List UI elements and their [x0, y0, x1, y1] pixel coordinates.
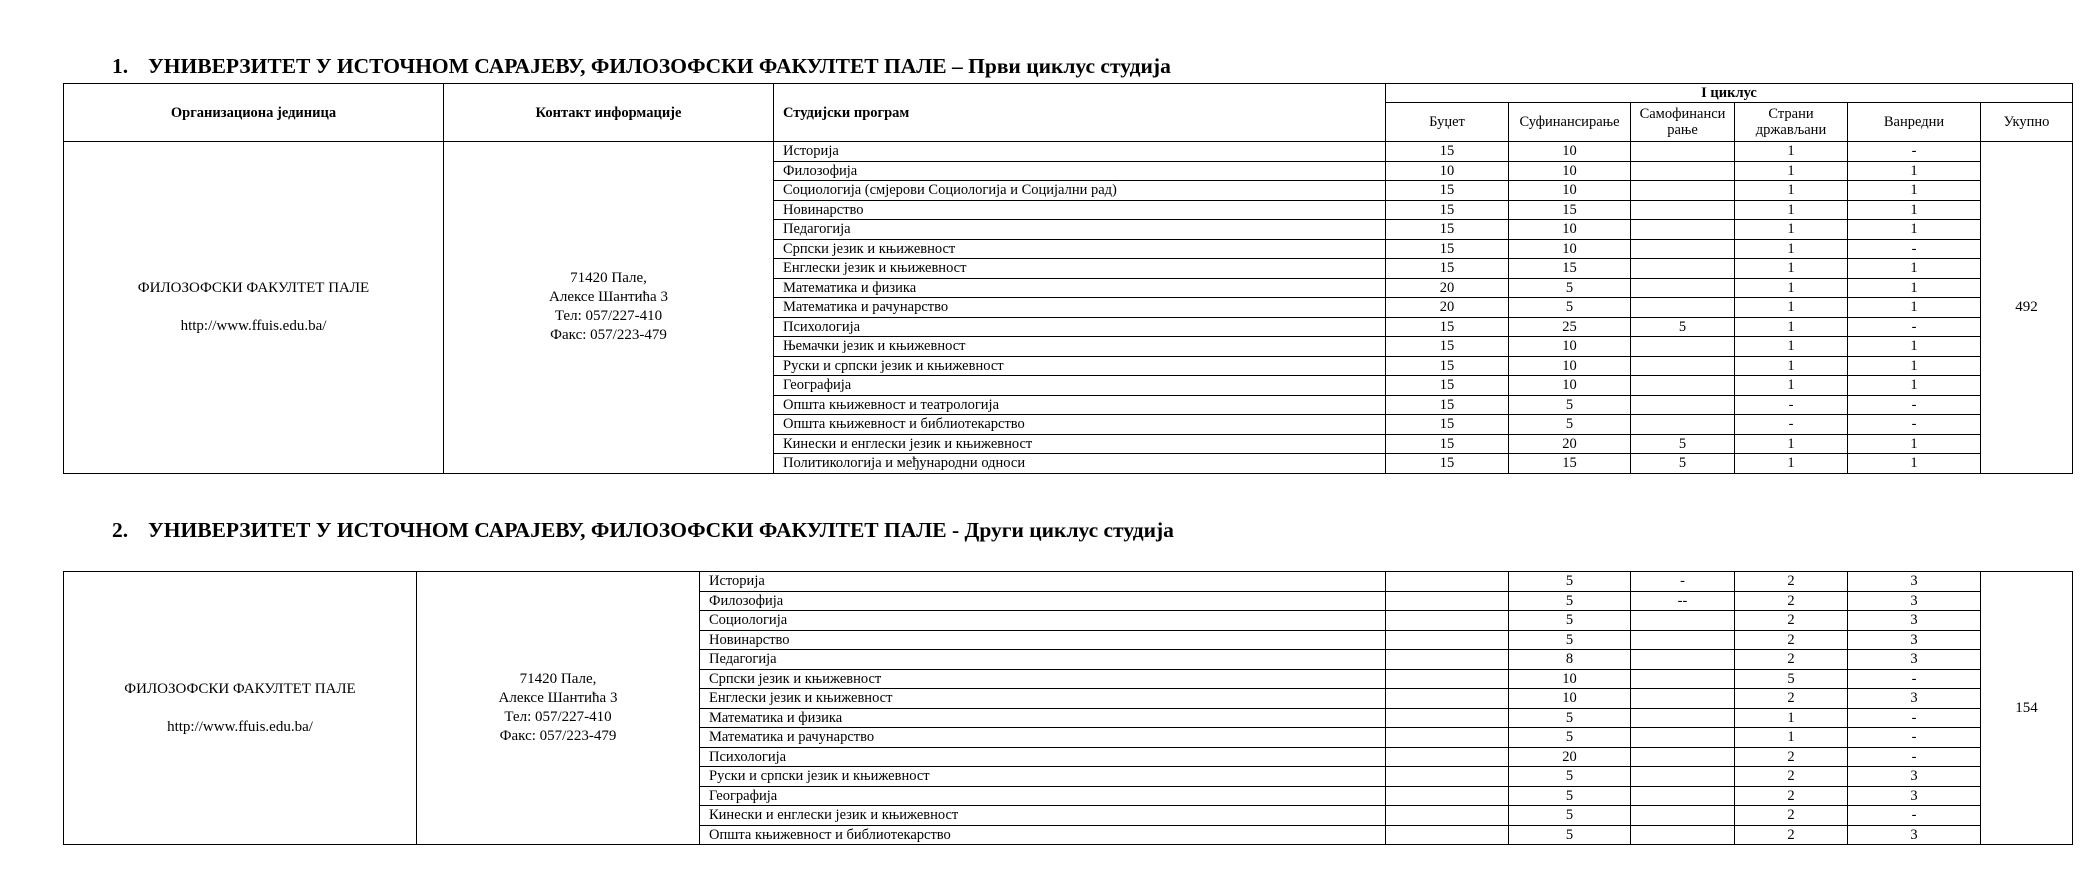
cofinancing-cell: 5: [1509, 278, 1631, 298]
extraordinary-cell: 3: [1848, 572, 1981, 592]
budget-cell: [1386, 591, 1509, 611]
cofinancing-cell: 5: [1509, 298, 1631, 318]
budget-cell: 15: [1386, 181, 1509, 201]
extraordinary-cell: -: [1848, 747, 1981, 767]
cofinancing-cell: 5: [1509, 591, 1631, 611]
cofinancing-cell: 5: [1509, 786, 1631, 806]
selffinancing-cell: [1631, 689, 1735, 709]
selffinancing-cell: [1631, 278, 1735, 298]
extraordinary-cell: 1: [1848, 356, 1981, 376]
program-cell: Математика и рачунарство: [774, 298, 1386, 318]
foreign-cell: 1: [1735, 708, 1848, 728]
cofinancing-cell: 5: [1509, 708, 1631, 728]
cofinancing-cell: 10: [1509, 337, 1631, 357]
program-cell: Општа књижевност и библиотекарство: [774, 415, 1386, 435]
foreign-cell: 1: [1735, 376, 1848, 396]
budget-cell: 15: [1386, 142, 1509, 162]
program-cell: Филозофија: [700, 591, 1386, 611]
foreign-cell: 2: [1735, 825, 1848, 845]
program-cell: Руски и српски језик и књижевност: [700, 767, 1386, 787]
org-name: ФИЛОЗОФСКИ ФАКУЛТЕТ ПАЛЕ: [124, 680, 356, 697]
header-extraordinary: Ванредни: [1848, 103, 1981, 142]
foreign-cell: 2: [1735, 572, 1848, 592]
program-cell: Социологија (смјерови Социологија и Социјални рад): [774, 181, 1386, 201]
cofinancing-cell: 20: [1509, 747, 1631, 767]
header-total: Укупно: [1981, 103, 2073, 142]
total-cell: 492: [1981, 142, 2073, 474]
budget-cell: 20: [1386, 278, 1509, 298]
selffinancing-cell: [1631, 298, 1735, 318]
program-cell: Енглески језик и књижевност: [774, 259, 1386, 279]
foreign-cell: 1: [1735, 161, 1848, 181]
selffinancing-cell: [1631, 142, 1735, 162]
cofinancing-cell: 25: [1509, 317, 1631, 337]
foreign-cell: 1: [1735, 278, 1848, 298]
program-cell: Српски језик и књижевност: [774, 239, 1386, 259]
program-cell: Географија: [700, 786, 1386, 806]
contact-line: Тел: 057/227-410: [504, 709, 612, 725]
cofinancing-cell: 20: [1509, 434, 1631, 454]
budget-cell: [1386, 630, 1509, 650]
program-cell: Социологија: [700, 611, 1386, 631]
org-unit-cell: [64, 572, 417, 845]
cofinancing-cell: 5: [1509, 572, 1631, 592]
program-cell: Историја: [774, 142, 1386, 162]
cofinancing-cell: 5: [1509, 395, 1631, 415]
table-second-cycle: [63, 571, 2073, 845]
budget-cell: [1386, 728, 1509, 748]
selffinancing-cell: -: [1631, 572, 1735, 592]
budget-cell: [1386, 650, 1509, 670]
cofinancing-cell: 5: [1509, 806, 1631, 826]
budget-cell: 15: [1386, 337, 1509, 357]
budget-cell: 15: [1386, 356, 1509, 376]
selffinancing-cell: [1631, 337, 1735, 357]
extraordinary-cell: -: [1848, 728, 1981, 748]
budget-cell: 15: [1386, 376, 1509, 396]
extraordinary-cell: 1: [1848, 376, 1981, 396]
extraordinary-cell: 1: [1848, 337, 1981, 357]
foreign-cell: 1: [1735, 142, 1848, 162]
program-cell: Математика и физика: [700, 708, 1386, 728]
budget-cell: [1386, 689, 1509, 709]
cofinancing-cell: 5: [1509, 611, 1631, 631]
foreign-cell: 2: [1735, 786, 1848, 806]
selffinancing-cell: 5: [1631, 317, 1735, 337]
program-cell: Педагогија: [774, 220, 1386, 240]
selffinancing-cell: [1631, 376, 1735, 396]
extraordinary-cell: 3: [1848, 591, 1981, 611]
foreign-cell: 1: [1735, 317, 1848, 337]
extraordinary-cell: 1: [1848, 278, 1981, 298]
budget-cell: 15: [1386, 317, 1509, 337]
foreign-cell: 1: [1735, 181, 1848, 201]
cofinancing-cell: 15: [1509, 259, 1631, 279]
extraordinary-cell: -: [1848, 395, 1981, 415]
contact-line: 71420 Пале,: [519, 671, 597, 687]
contact-line: Факс: 057/223-479: [550, 327, 667, 344]
foreign-cell: 2: [1735, 767, 1848, 787]
program-cell: Кинески и енглески језик и књижевност: [700, 806, 1386, 826]
cofinancing-cell: 5: [1509, 630, 1631, 650]
foreign-cell: 2: [1735, 689, 1848, 709]
budget-cell: 15: [1386, 395, 1509, 415]
selffinancing-cell: [1631, 415, 1735, 435]
budget-cell: [1386, 767, 1509, 787]
program-cell: Историја: [700, 572, 1386, 592]
budget-cell: 15: [1386, 434, 1509, 454]
budget-cell: [1386, 825, 1509, 845]
budget-cell: 15: [1386, 415, 1509, 435]
selffinancing-cell: [1631, 356, 1735, 376]
selffinancing-cell: [1631, 200, 1735, 220]
total-cell: 154: [1981, 572, 2073, 845]
program-cell: Њемачки језик и књижевност: [774, 337, 1386, 357]
cofinancing-cell: 5: [1509, 825, 1631, 845]
foreign-cell: 2: [1735, 611, 1848, 631]
selffinancing-cell: --: [1631, 591, 1735, 611]
program-cell: Географија: [774, 376, 1386, 396]
budget-cell: [1386, 669, 1509, 689]
table-first-cycle: [63, 83, 2073, 474]
extraordinary-cell: -: [1848, 806, 1981, 826]
section1-subtitle: – Први циклус студија: [946, 54, 1171, 78]
cofinancing-cell: 10: [1509, 239, 1631, 259]
budget-cell: 15: [1386, 220, 1509, 240]
program-cell: Руски и српски језик и књижевност: [774, 356, 1386, 376]
budget-cell: [1386, 572, 1509, 592]
foreign-cell: 1: [1735, 298, 1848, 318]
table-row: [64, 572, 2073, 592]
program-cell: Енглески језик и књижевност: [700, 689, 1386, 709]
selffinancing-cell: [1631, 728, 1735, 748]
extraordinary-cell: 3: [1848, 630, 1981, 650]
extraordinary-cell: 3: [1848, 786, 1981, 806]
extraordinary-cell: 3: [1848, 611, 1981, 631]
selffinancing-cell: [1631, 708, 1735, 728]
selffinancing-cell: [1631, 181, 1735, 201]
cofinancing-cell: 10: [1509, 669, 1631, 689]
cofinancing-cell: 5: [1509, 415, 1631, 435]
contact-line: Алексе Шантића 3: [549, 289, 668, 306]
program-cell: Српски језик и књижевност: [700, 669, 1386, 689]
org-url-link[interactable]: http://www.ffuis.edu.ba/: [180, 317, 327, 334]
selffinancing-cell: [1631, 786, 1735, 806]
section1-number: 1.: [112, 54, 129, 78]
extraordinary-cell: -: [1848, 708, 1981, 728]
extraordinary-cell: 3: [1848, 767, 1981, 787]
budget-cell: [1386, 611, 1509, 631]
foreign-cell: -: [1735, 415, 1848, 435]
org-url-link[interactable]: http://www.ffuis.edu.ba/: [167, 718, 313, 735]
cofinancing-cell: 10: [1509, 161, 1631, 181]
contact-cell: [417, 572, 700, 845]
budget-cell: 15: [1386, 454, 1509, 474]
foreign-cell: 1: [1735, 454, 1848, 474]
foreign-cell: 2: [1735, 747, 1848, 767]
header-program: Студијски програм: [774, 84, 1386, 142]
selffinancing-cell: [1631, 630, 1735, 650]
foreign-cell: 1: [1735, 337, 1848, 357]
selffinancing-cell: [1631, 825, 1735, 845]
foreign-cell: 1: [1735, 728, 1848, 748]
budget-cell: [1386, 786, 1509, 806]
cofinancing-cell: 15: [1509, 454, 1631, 474]
selffinancing-cell: [1631, 650, 1735, 670]
contact-line: Тел: 057/227-410: [554, 308, 663, 325]
extraordinary-cell: -: [1848, 317, 1981, 337]
foreign-cell: 1: [1735, 239, 1848, 259]
selffinancing-cell: [1631, 767, 1735, 787]
selffinancing-cell: [1631, 395, 1735, 415]
selffinancing-cell: [1631, 259, 1735, 279]
budget-cell: 10: [1386, 161, 1509, 181]
cofinancing-cell: 10: [1509, 356, 1631, 376]
section2-title: [112, 518, 1174, 543]
header-cycle: I циклус: [1386, 84, 2073, 103]
header-foreign: Страни држављани: [1735, 103, 1848, 142]
extraordinary-cell: -: [1848, 669, 1981, 689]
extraordinary-cell: 1: [1848, 259, 1981, 279]
foreign-cell: 1: [1735, 200, 1848, 220]
selffinancing-cell: [1631, 806, 1735, 826]
extraordinary-cell: 1: [1848, 298, 1981, 318]
program-cell: Новинарство: [700, 630, 1386, 650]
program-cell: Новинарство: [774, 200, 1386, 220]
extraordinary-cell: 1: [1848, 181, 1981, 201]
foreign-cell: 1: [1735, 259, 1848, 279]
extraordinary-cell: -: [1848, 415, 1981, 435]
program-cell: Математика и рачунарство: [700, 728, 1386, 748]
program-cell: Психологија: [774, 317, 1386, 337]
header-org: Организациона јединица: [64, 84, 444, 142]
cofinancing-cell: 5: [1509, 728, 1631, 748]
cofinancing-cell: 5: [1509, 767, 1631, 787]
program-cell: Психологија: [700, 747, 1386, 767]
budget-cell: [1386, 806, 1509, 826]
extraordinary-cell: 3: [1848, 650, 1981, 670]
selffinancing-cell: 5: [1631, 454, 1735, 474]
program-cell: Општа књижевност и театрологија: [774, 395, 1386, 415]
program-cell: Педагогија: [700, 650, 1386, 670]
foreign-cell: 1: [1735, 434, 1848, 454]
cofinancing-cell: 10: [1509, 220, 1631, 240]
extraordinary-cell: -: [1848, 239, 1981, 259]
program-cell: Математика и физика: [774, 278, 1386, 298]
budget-cell: 15: [1386, 259, 1509, 279]
selffinancing-cell: [1631, 611, 1735, 631]
foreign-cell: -: [1735, 395, 1848, 415]
foreign-cell: 5: [1735, 669, 1848, 689]
cofinancing-cell: 10: [1509, 689, 1631, 709]
budget-cell: [1386, 708, 1509, 728]
program-cell: Филозофија: [774, 161, 1386, 181]
org-unit-cell: [64, 142, 444, 474]
foreign-cell: 1: [1735, 220, 1848, 240]
selffinancing-cell: 5: [1631, 434, 1735, 454]
section2-number: 2.: [112, 518, 129, 542]
selffinancing-cell: [1631, 161, 1735, 181]
contact-line: Алексе Шантића 3: [498, 690, 618, 706]
section1-title-text: УНИВЕРЗИТЕТ У ИСТОЧНОМ САРАЈЕВУ, ФИЛОЗОФСКИ ФАКУЛТЕТ ПАЛЕ: [148, 54, 947, 78]
foreign-cell: 2: [1735, 630, 1848, 650]
table-row: [64, 142, 2073, 162]
extraordinary-cell: 1: [1848, 161, 1981, 181]
extraordinary-cell: 1: [1848, 200, 1981, 220]
cofinancing-cell: 8: [1509, 650, 1631, 670]
contact-cell: [444, 142, 774, 474]
foreign-cell: 1: [1735, 356, 1848, 376]
extraordinary-cell: 1: [1848, 454, 1981, 474]
foreign-cell: 2: [1735, 806, 1848, 826]
cofinancing-cell: 10: [1509, 181, 1631, 201]
selffinancing-cell: [1631, 669, 1735, 689]
budget-cell: 15: [1386, 239, 1509, 259]
extraordinary-cell: 3: [1848, 689, 1981, 709]
cofinancing-cell: 10: [1509, 142, 1631, 162]
selffinancing-cell: [1631, 220, 1735, 240]
extraordinary-cell: 1: [1848, 220, 1981, 240]
section2-title-text: УНИВЕРЗИТЕТ У ИСТОЧНОМ САРАЈЕВУ, ФИЛОЗОФСКИ ФАКУЛТЕТ ПАЛЕ - Други циклус студија: [148, 518, 1174, 542]
foreign-cell: 2: [1735, 591, 1848, 611]
extraordinary-cell: -: [1848, 142, 1981, 162]
header-contact: Контакт информације: [444, 84, 774, 142]
contact-line: 71420 Пале,: [570, 270, 647, 287]
selffinancing-cell: [1631, 747, 1735, 767]
header-cofinancing: Суфинансирање: [1509, 103, 1631, 142]
extraordinary-cell: 1: [1848, 434, 1981, 454]
program-cell: Кинески и енглески језик и књижевност: [774, 434, 1386, 454]
cofinancing-cell: 15: [1509, 200, 1631, 220]
header-budget: Буџет: [1386, 103, 1509, 142]
budget-cell: 15: [1386, 200, 1509, 220]
header-selffinancing: Самофинанси рање: [1631, 103, 1735, 142]
program-cell: Политикологија и међународни односи: [774, 454, 1386, 474]
section1-title: [112, 54, 1171, 79]
cofinancing-cell: 10: [1509, 376, 1631, 396]
foreign-cell: 2: [1735, 650, 1848, 670]
org-name: ФИЛОЗОФСКИ ФАКУЛТЕТ ПАЛЕ: [137, 279, 370, 296]
extraordinary-cell: 3: [1848, 825, 1981, 845]
program-cell: Општа књижевност и библиотекарство: [700, 825, 1386, 845]
contact-line: Факс: 057/223-479: [499, 728, 617, 744]
selffinancing-cell: [1631, 239, 1735, 259]
budget-cell: [1386, 747, 1509, 767]
budget-cell: 20: [1386, 298, 1509, 318]
